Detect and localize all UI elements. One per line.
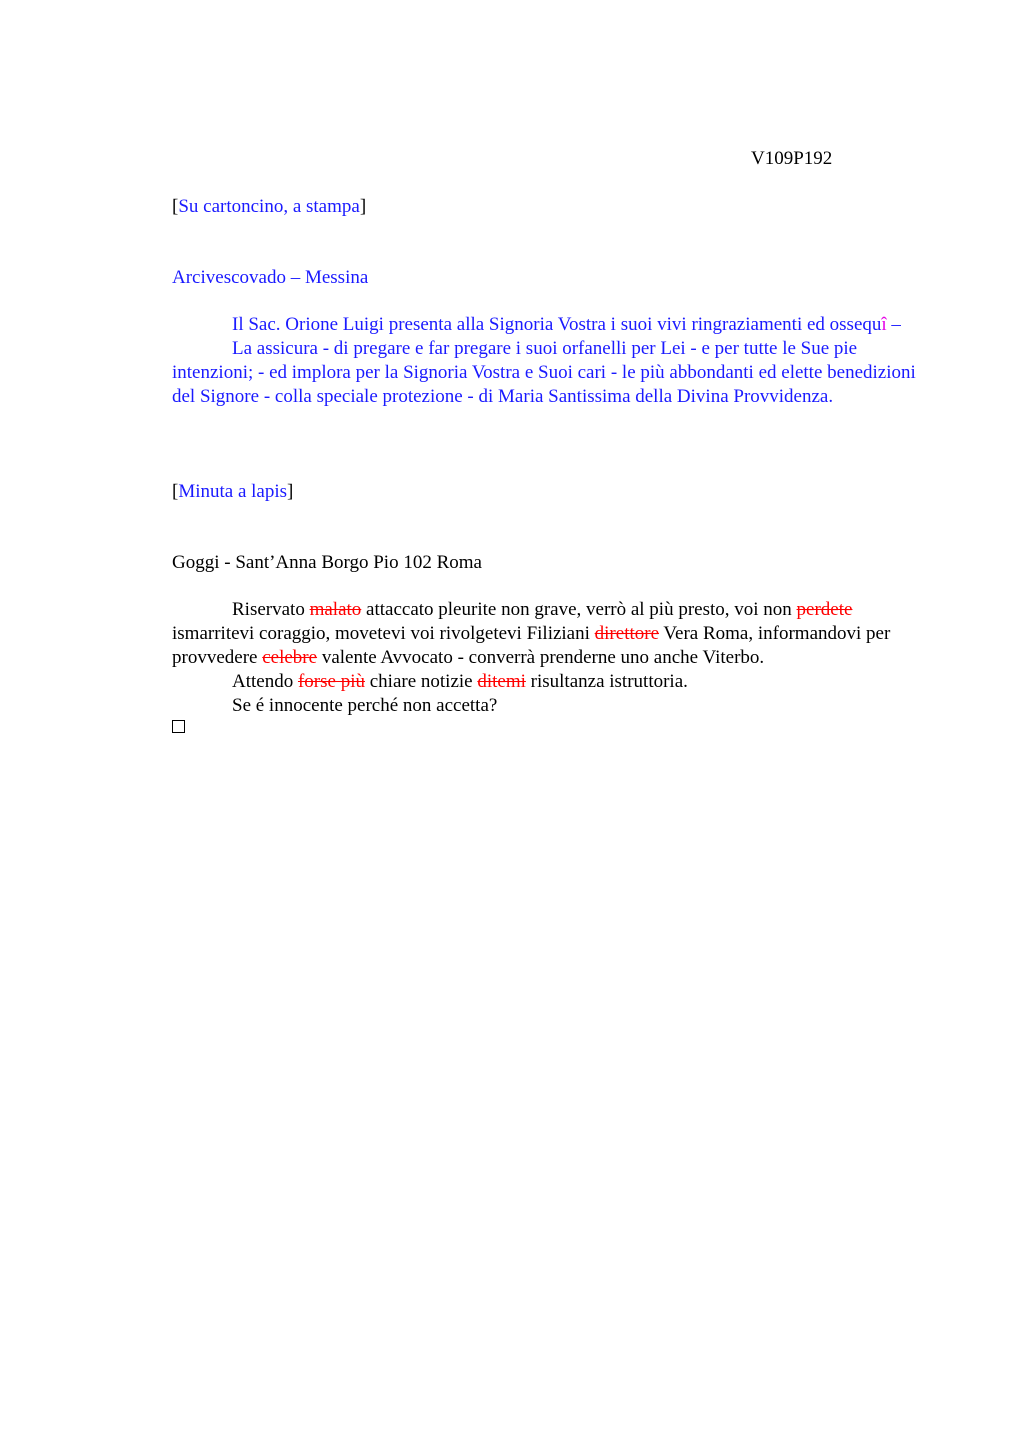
draft-text-run: valente Avvocato - converrà prenderne uno anche Viterbo. (317, 647, 765, 668)
draft-note (172, 480, 932, 504)
draft-text-run: chiare notizie (364, 671, 478, 692)
printed-heading: Arcivescovado – Messina (172, 267, 369, 288)
printed-paragraph-1-dash: – (886, 314, 901, 335)
draft-text-run: Vera Roma, informandovi per provvedere (172, 623, 891, 668)
printed-text (172, 313, 932, 409)
draft-paragraph-3: Se é innocente perché non accetta? (232, 695, 498, 716)
deleted-word: forse più (297, 671, 365, 692)
bracket-close: ] (359, 196, 367, 217)
printed-paragraph-2: La assicura - di pregare e far pregare i suoi orfanelli per Lei - e per tutte le Sue pie intenzioni; - ed implora per la Signoria Vostra e Suoi cari - le più abbondanti ed elette benedizioni del Signore - colla speciale protezione - di Maria Santissima della Divina Provvidenza. (172, 338, 916, 407)
printed-paragraph-1 (172, 313, 932, 337)
printed-paragraph-1-text: Il Sac. Orione Luigi presenta alla Signoria Vostra i suoi vivi ringraziamenti ed ossequ (232, 314, 882, 335)
draft-note-text: Minuta a lapis (178, 481, 288, 502)
deleted-word: direttore (594, 623, 660, 644)
deleted-word: celebre (262, 647, 318, 668)
checkbox-square-icon (172, 720, 185, 733)
document-code: V109P192 (751, 148, 833, 169)
bracket-close: ] (287, 481, 294, 502)
draft-text-run: ismarritevi coraggio, movetevi voi rivolgetevi Filiziani (172, 623, 595, 644)
draft-heading: Goggi - Sant’Anna Borgo Pio 102 Roma (172, 552, 482, 573)
printed-paragraph-1-accent: î (881, 314, 887, 335)
draft-paragraph-2 (172, 670, 932, 694)
bracket-open: [ (172, 481, 179, 502)
draft-text-run: risultanza istruttoria. (525, 671, 688, 692)
print-note (172, 195, 932, 219)
draft-text (172, 598, 932, 718)
deleted-word: perdete (796, 599, 853, 620)
draft-text-run: Attendo (232, 671, 298, 692)
draft-paragraph-1 (172, 598, 932, 670)
draft-text-run: attaccato pleurite non grave, verrò al più presto, voi non (361, 599, 797, 620)
bracket-open: [ (172, 196, 179, 217)
draft-text-run: Riservato (232, 599, 310, 620)
print-note-text: Su cartoncino, a stampa (178, 196, 360, 217)
deleted-word: malato (309, 599, 362, 620)
deleted-word: ditemi (477, 671, 526, 692)
